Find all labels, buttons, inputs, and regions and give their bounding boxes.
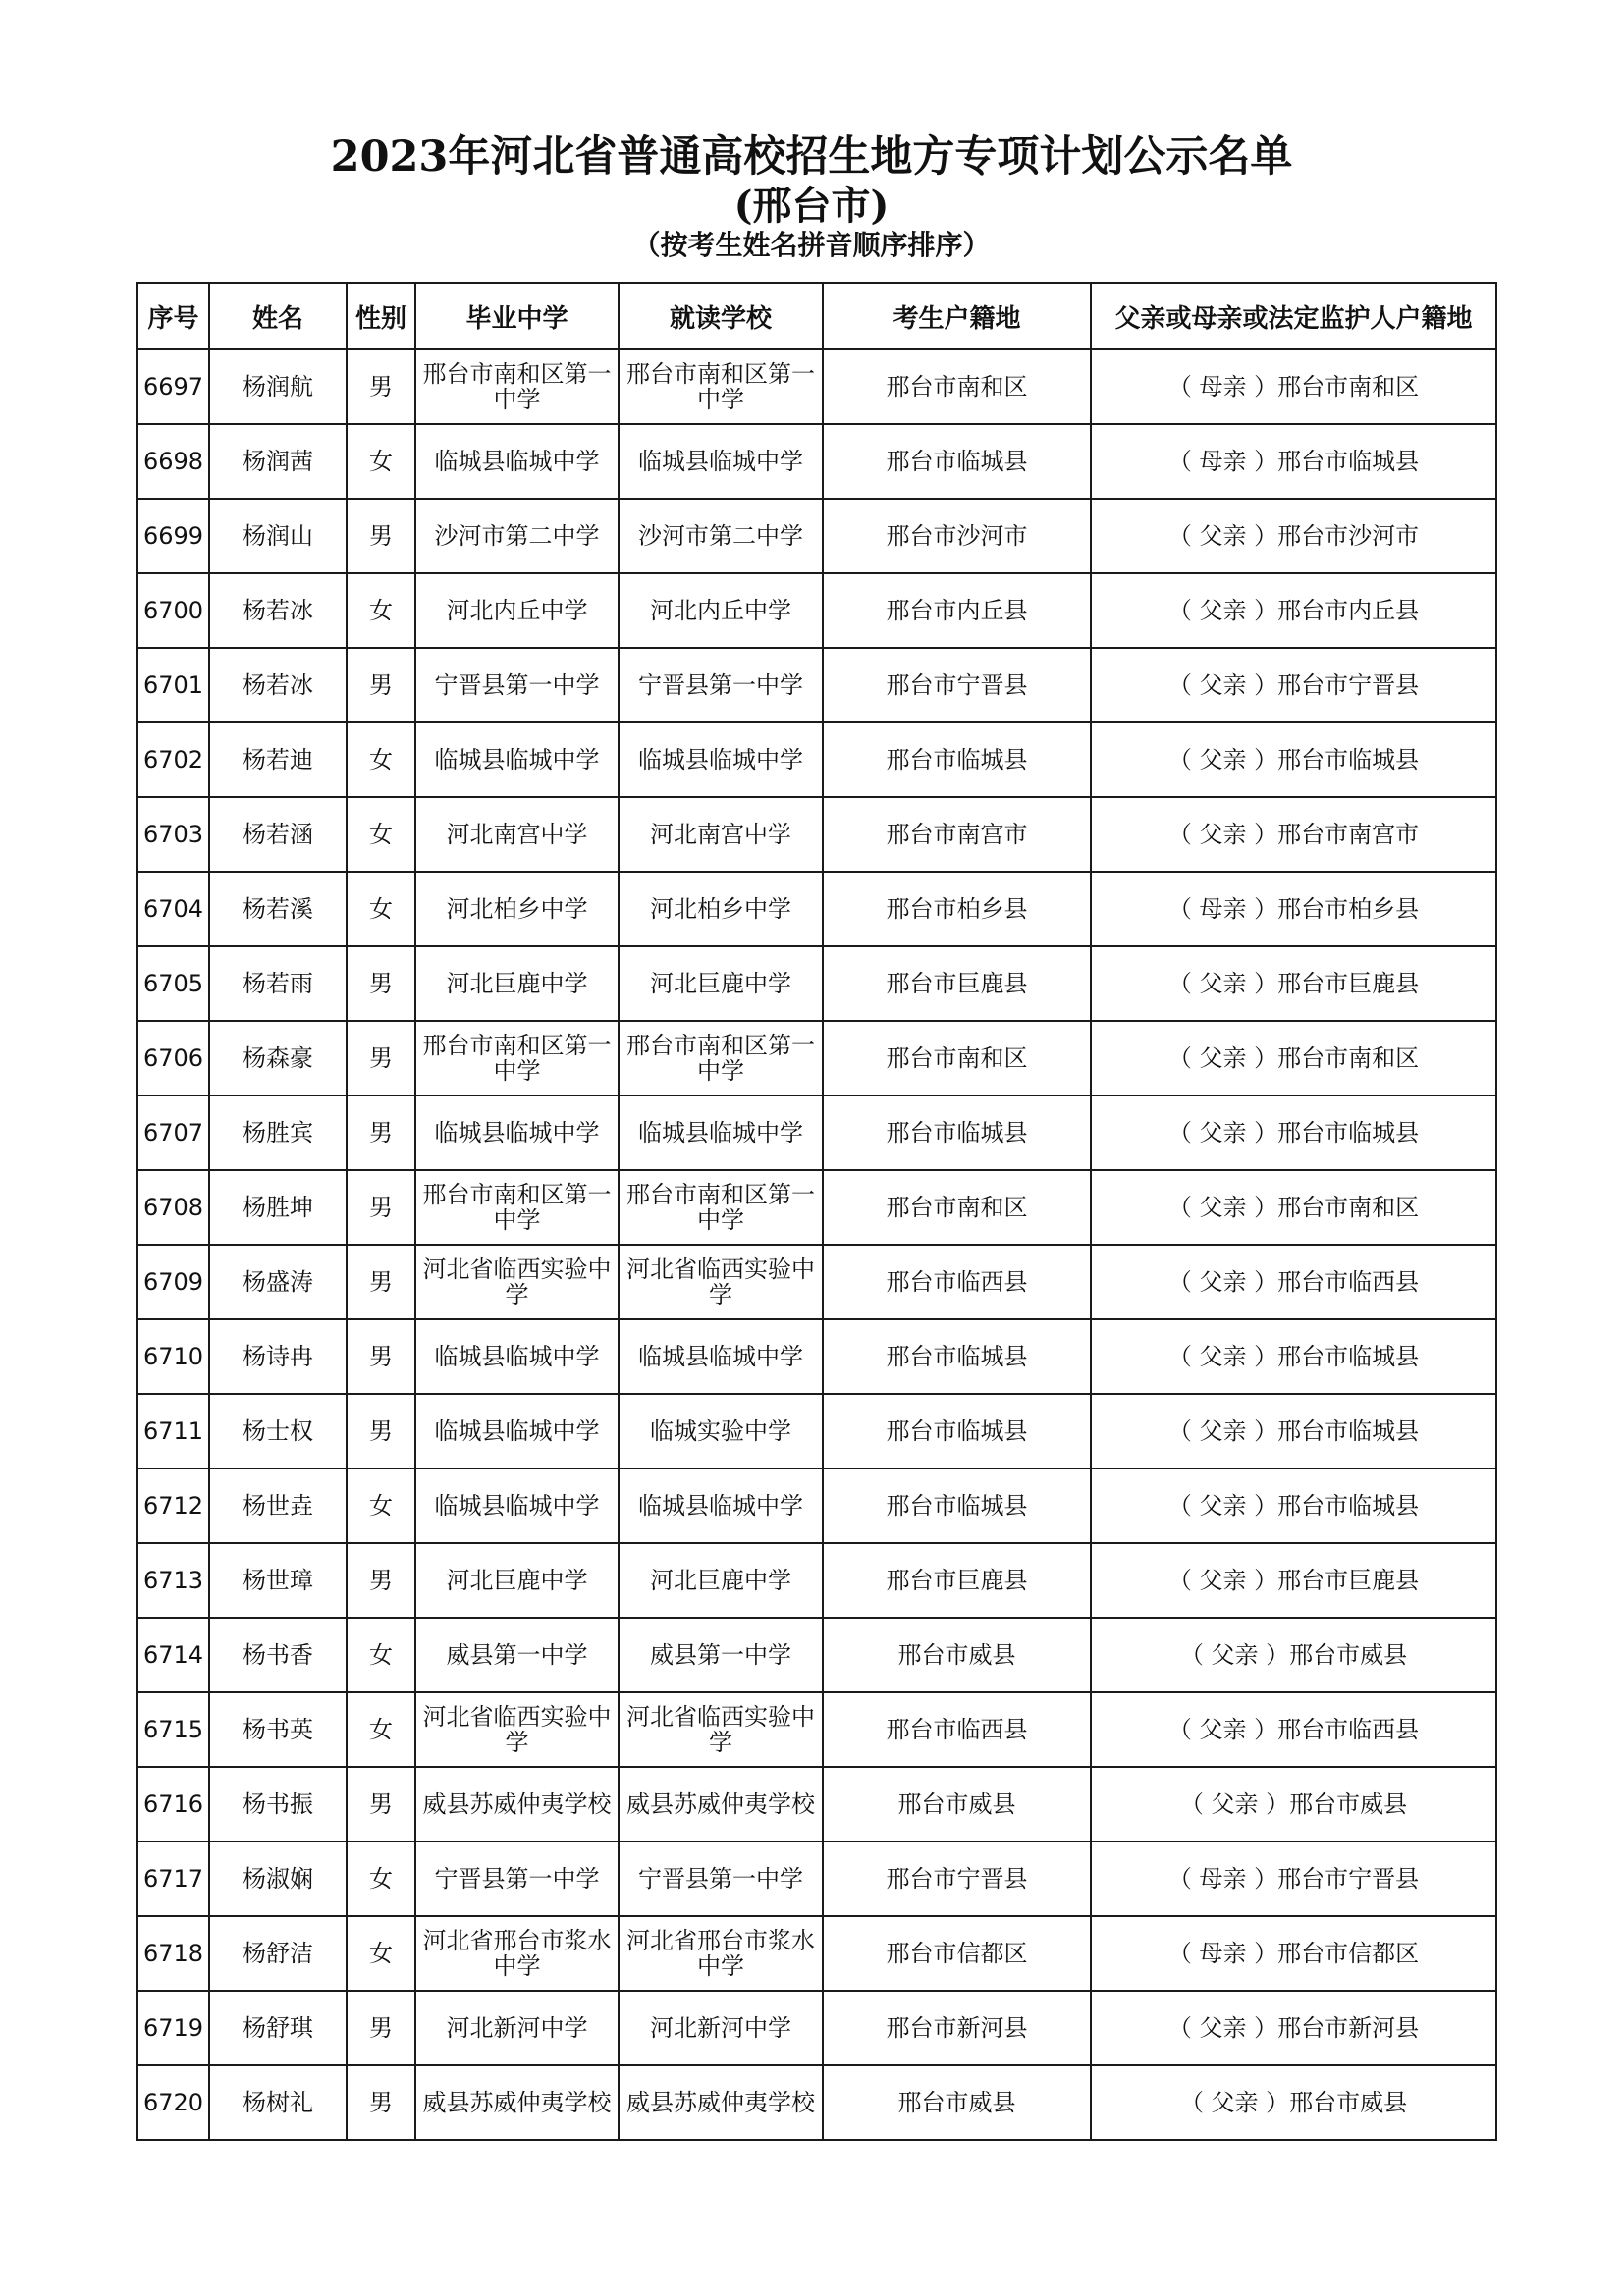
cell-student-household: 邢台市威县: [823, 1618, 1091, 1692]
table-row: [137, 349, 1496, 424]
cell-current-school: 宁晋县第一中学: [619, 648, 823, 722]
cell-current-school: 河北柏乡中学: [619, 872, 823, 946]
cell-guardian-household: （ 父亲 ）邢台市威县: [1091, 1767, 1496, 1842]
cell-gender: 男: [347, 1021, 415, 1095]
cell-seq: 6716: [137, 1767, 209, 1842]
cell-guardian-household: （ 父亲 ）邢台市新河县: [1091, 1991, 1496, 2065]
table-row: [137, 2065, 1496, 2140]
cell-graduation-school: 临城县临城中学: [415, 722, 619, 797]
cell-seq: 6715: [137, 1692, 209, 1767]
table-row: [137, 946, 1496, 1021]
cell-seq: 6697: [137, 349, 209, 424]
cell-gender: 男: [347, 1767, 415, 1842]
cell-guardian-household: （ 父亲 ）邢台市南和区: [1091, 1021, 1496, 1095]
cell-seq: 6709: [137, 1245, 209, 1319]
table-row: [137, 648, 1496, 722]
cell-current-school: 沙河市第二中学: [619, 499, 823, 573]
cell-seq: 6701: [137, 648, 209, 722]
cell-name: 杨书振: [209, 1767, 347, 1842]
cell-guardian-household: （ 父亲 ）邢台市临城县: [1091, 1468, 1496, 1543]
cell-graduation-school: 河北内丘中学: [415, 573, 619, 648]
cell-guardian-household: （ 父亲 ）邢台市临城县: [1091, 1394, 1496, 1468]
cell-gender: 男: [347, 499, 415, 573]
cell-student-household: 邢台市临城县: [823, 1319, 1091, 1394]
cell-graduation-school: 河北巨鹿中学: [415, 1543, 619, 1618]
sort-note: （按考生姓名拼音顺序排序）: [632, 229, 991, 261]
cell-seq: 6699: [137, 499, 209, 573]
cell-guardian-household: （ 母亲 ）邢台市柏乡县: [1091, 872, 1496, 946]
cell-graduation-school: 临城县临城中学: [415, 1095, 619, 1170]
header-graduation-school: 毕业中学: [415, 283, 619, 349]
cell-name: 杨淑娴: [209, 1842, 347, 1916]
header-student-household: 考生户籍地: [823, 283, 1091, 349]
cell-student-household: 邢台市柏乡县: [823, 872, 1091, 946]
cell-student-household: 邢台市临西县: [823, 1692, 1091, 1767]
cell-gender: 男: [347, 1543, 415, 1618]
cell-graduation-school: 临城县临城中学: [415, 424, 619, 499]
cell-guardian-household: （ 父亲 ）邢台市宁晋县: [1091, 648, 1496, 722]
cell-seq: 6700: [137, 573, 209, 648]
cell-current-school: 临城县临城中学: [619, 722, 823, 797]
cell-guardian-household: （ 父亲 ）邢台市临西县: [1091, 1692, 1496, 1767]
cell-student-household: 邢台市临城县: [823, 1095, 1091, 1170]
cell-student-household: 邢台市信都区: [823, 1916, 1091, 1991]
cell-current-school: 威县苏威仲夷学校: [619, 1767, 823, 1842]
cell-graduation-school: 河北新河中学: [415, 1991, 619, 2065]
document-title: 2023年河北省普通高校招生地方专项计划公示名单: [330, 133, 1293, 182]
cell-name: 杨若涵: [209, 797, 347, 872]
table-row: [137, 872, 1496, 946]
cell-graduation-school: 宁晋县第一中学: [415, 648, 619, 722]
cell-gender: 女: [347, 872, 415, 946]
table-row: [137, 424, 1496, 499]
table-row: [137, 499, 1496, 573]
cell-current-school: 邢台市南和区第一中学: [619, 1170, 823, 1245]
cell-current-school: 河北省邢台市浆水中学: [619, 1916, 823, 1991]
cell-graduation-school: 邢台市南和区第一中学: [415, 1021, 619, 1095]
cell-current-school: 临城县临城中学: [619, 1319, 823, 1394]
cell-seq: 6704: [137, 872, 209, 946]
cell-graduation-school: 邢台市南和区第一中学: [415, 349, 619, 424]
cell-name: 杨胜宾: [209, 1095, 347, 1170]
cell-gender: 男: [347, 1319, 415, 1394]
cell-student-household: 邢台市巨鹿县: [823, 946, 1091, 1021]
cell-seq: 6714: [137, 1618, 209, 1692]
table-row: [137, 1692, 1496, 1767]
cell-gender: 女: [347, 1468, 415, 1543]
table-row: [137, 1842, 1496, 1916]
cell-current-school: 河北省临西实验中学: [619, 1692, 823, 1767]
header-guardian-household: 父亲或母亲或法定监护人户籍地: [1091, 283, 1496, 349]
table-row: [137, 1319, 1496, 1394]
cell-student-household: 邢台市南宫市: [823, 797, 1091, 872]
cell-guardian-household: （ 父亲 ）邢台市临城县: [1091, 722, 1496, 797]
cell-current-school: 临城县临城中学: [619, 424, 823, 499]
cell-guardian-household: （ 父亲 ）邢台市沙河市: [1091, 499, 1496, 573]
cell-name: 杨舒琪: [209, 1991, 347, 2065]
table-row: [137, 1991, 1496, 2065]
table-row: [137, 1618, 1496, 1692]
cell-student-household: 邢台市南和区: [823, 1170, 1091, 1245]
table-row: [137, 1543, 1496, 1618]
cell-name: 杨胜坤: [209, 1170, 347, 1245]
cell-name: 杨树礼: [209, 2065, 347, 2140]
table-row: [137, 1394, 1496, 1468]
cell-student-household: 邢台市新河县: [823, 1991, 1091, 2065]
cell-gender: 男: [347, 1245, 415, 1319]
cell-current-school: 临城实验中学: [619, 1394, 823, 1468]
table-row: [137, 1916, 1496, 1991]
cell-guardian-household: （ 父亲 ）邢台市临城县: [1091, 1319, 1496, 1394]
cell-student-household: 邢台市临西县: [823, 1245, 1091, 1319]
cell-guardian-household: （ 父亲 ）邢台市威县: [1091, 2065, 1496, 2140]
cell-seq: 6718: [137, 1916, 209, 1991]
cell-guardian-household: （ 母亲 ）邢台市临城县: [1091, 424, 1496, 499]
cell-name: 杨舒洁: [209, 1916, 347, 1991]
cell-gender: 女: [347, 424, 415, 499]
cell-gender: 男: [347, 1394, 415, 1468]
header-seq: 序号: [137, 283, 209, 349]
cell-guardian-household: （ 父亲 ）邢台市巨鹿县: [1091, 946, 1496, 1021]
cell-guardian-household: （ 父亲 ）邢台市南宫市: [1091, 797, 1496, 872]
cell-student-household: 邢台市南和区: [823, 1021, 1091, 1095]
cell-guardian-household: （ 母亲 ）邢台市南和区: [1091, 349, 1496, 424]
cell-name: 杨书英: [209, 1692, 347, 1767]
cell-guardian-household: （ 母亲 ）邢台市宁晋县: [1091, 1842, 1496, 1916]
cell-seq: 6713: [137, 1543, 209, 1618]
cell-current-school: 邢台市南和区第一中学: [619, 349, 823, 424]
cell-student-household: 邢台市临城县: [823, 1394, 1091, 1468]
cell-student-household: 邢台市沙河市: [823, 499, 1091, 573]
cell-gender: 女: [347, 1618, 415, 1692]
cell-gender: 女: [347, 1842, 415, 1916]
cell-student-household: 邢台市宁晋县: [823, 1842, 1091, 1916]
cell-guardian-household: （ 父亲 ）邢台市内丘县: [1091, 573, 1496, 648]
cell-seq: 6719: [137, 1991, 209, 2065]
cell-student-household: 邢台市宁晋县: [823, 648, 1091, 722]
header-row: [137, 283, 1496, 349]
cell-graduation-school: 临城县临城中学: [415, 1394, 619, 1468]
cell-graduation-school: 威县苏威仲夷学校: [415, 1767, 619, 1842]
cell-name: 杨润山: [209, 499, 347, 573]
cell-gender: 男: [347, 2065, 415, 2140]
table-row: [137, 1245, 1496, 1319]
cell-gender: 女: [347, 797, 415, 872]
cell-seq: 6711: [137, 1394, 209, 1468]
cell-current-school: 威县第一中学: [619, 1618, 823, 1692]
cell-student-household: 邢台市巨鹿县: [823, 1543, 1091, 1618]
cell-name: 杨润茜: [209, 424, 347, 499]
cell-guardian-household: （ 父亲 ）邢台市南和区: [1091, 1170, 1496, 1245]
cell-graduation-school: 河北省临西实验中学: [415, 1245, 619, 1319]
table-row: [137, 1468, 1496, 1543]
table-row: [137, 797, 1496, 872]
cell-current-school: 宁晋县第一中学: [619, 1842, 823, 1916]
cell-seq: 6702: [137, 722, 209, 797]
cell-graduation-school: 宁晋县第一中学: [415, 1842, 619, 1916]
cell-current-school: 邢台市南和区第一中学: [619, 1021, 823, 1095]
cell-seq: 6707: [137, 1095, 209, 1170]
cell-student-household: 邢台市临城县: [823, 1468, 1091, 1543]
header-name: 姓名: [209, 283, 347, 349]
cell-graduation-school: 沙河市第二中学: [415, 499, 619, 573]
cell-seq: 6703: [137, 797, 209, 872]
cell-name: 杨森豪: [209, 1021, 347, 1095]
cell-student-household: 邢台市南和区: [823, 349, 1091, 424]
cell-current-school: 河北巨鹿中学: [619, 946, 823, 1021]
cell-student-household: 邢台市内丘县: [823, 573, 1091, 648]
cell-current-school: 临城县临城中学: [619, 1095, 823, 1170]
table-row: [137, 1021, 1496, 1095]
cell-current-school: 河北巨鹿中学: [619, 1543, 823, 1618]
cell-gender: 男: [347, 1095, 415, 1170]
cell-name: 杨诗冉: [209, 1319, 347, 1394]
cell-graduation-school: 临城县临城中学: [415, 1468, 619, 1543]
cell-seq: 6706: [137, 1021, 209, 1095]
cell-guardian-household: （ 母亲 ）邢台市信都区: [1091, 1916, 1496, 1991]
cell-seq: 6698: [137, 424, 209, 499]
cell-gender: 女: [347, 1916, 415, 1991]
cell-name: 杨世垚: [209, 1468, 347, 1543]
cell-guardian-household: （ 父亲 ）邢台市临西县: [1091, 1245, 1496, 1319]
cell-name: 杨若冰: [209, 648, 347, 722]
cell-name: 杨士权: [209, 1394, 347, 1468]
cell-student-household: 邢台市临城县: [823, 424, 1091, 499]
cell-gender: 女: [347, 1692, 415, 1767]
cell-gender: 男: [347, 946, 415, 1021]
cell-seq: 6712: [137, 1468, 209, 1543]
cell-current-school: 河北新河中学: [619, 1991, 823, 2065]
cell-gender: 男: [347, 1991, 415, 2065]
cell-current-school: 河北内丘中学: [619, 573, 823, 648]
cell-graduation-school: 威县苏威仲夷学校: [415, 2065, 619, 2140]
cell-graduation-school: 河北巨鹿中学: [415, 946, 619, 1021]
cell-gender: 男: [347, 1170, 415, 1245]
cell-name: 杨书香: [209, 1618, 347, 1692]
cell-seq: 6717: [137, 1842, 209, 1916]
cell-graduation-school: 河北省临西实验中学: [415, 1692, 619, 1767]
table-row: [137, 1170, 1496, 1245]
cell-graduation-school: 临城县临城中学: [415, 1319, 619, 1394]
cell-current-school: 河北省临西实验中学: [619, 1245, 823, 1319]
cell-gender: 男: [347, 648, 415, 722]
cell-current-school: 威县苏威仲夷学校: [619, 2065, 823, 2140]
cell-name: 杨润航: [209, 349, 347, 424]
cell-name: 杨世璋: [209, 1543, 347, 1618]
cell-guardian-household: （ 父亲 ）邢台市临城县: [1091, 1095, 1496, 1170]
cell-name: 杨盛涛: [209, 1245, 347, 1319]
document-subtitle: (邢台市): [733, 183, 890, 229]
cell-graduation-school: 威县第一中学: [415, 1618, 619, 1692]
cell-seq: 6705: [137, 946, 209, 1021]
cell-student-household: 邢台市威县: [823, 2065, 1091, 2140]
cell-graduation-school: 邢台市南和区第一中学: [415, 1170, 619, 1245]
cell-gender: 男: [347, 349, 415, 424]
header-gender: 性别: [347, 283, 415, 349]
cell-graduation-school: 河北南宫中学: [415, 797, 619, 872]
cell-guardian-household: （ 父亲 ）邢台市巨鹿县: [1091, 1543, 1496, 1618]
cell-guardian-household: （ 父亲 ）邢台市威县: [1091, 1618, 1496, 1692]
cell-gender: 女: [347, 722, 415, 797]
cell-current-school: 河北南宫中学: [619, 797, 823, 872]
cell-name: 杨若迪: [209, 722, 347, 797]
cell-graduation-school: 河北柏乡中学: [415, 872, 619, 946]
cell-seq: 6710: [137, 1319, 209, 1394]
table-row: [137, 1767, 1496, 1842]
table-row: [137, 573, 1496, 648]
roster-table: [136, 282, 1497, 2141]
cell-graduation-school: 河北省邢台市浆水中学: [415, 1916, 619, 1991]
header-current-school: 就读学校: [619, 283, 823, 349]
cell-seq: 6708: [137, 1170, 209, 1245]
cell-student-household: 邢台市临城县: [823, 722, 1091, 797]
cell-name: 杨若溪: [209, 872, 347, 946]
cell-current-school: 临城县临城中学: [619, 1468, 823, 1543]
cell-name: 杨若冰: [209, 573, 347, 648]
table-row: [137, 722, 1496, 797]
cell-student-household: 邢台市威县: [823, 1767, 1091, 1842]
cell-name: 杨若雨: [209, 946, 347, 1021]
table-row: [137, 1095, 1496, 1170]
cell-gender: 女: [347, 573, 415, 648]
cell-seq: 6720: [137, 2065, 209, 2140]
